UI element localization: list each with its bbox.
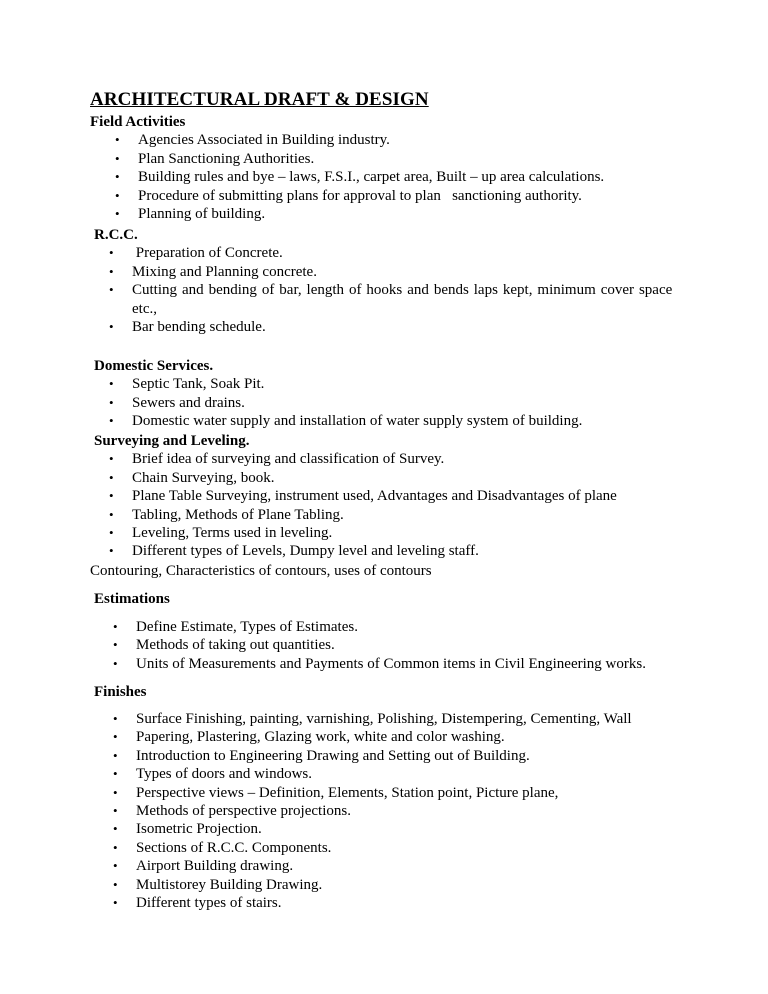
bullet-icon: • [109,488,114,504]
bullet-icon: • [113,747,118,763]
list-item: • Units of Measurements and Payments of Common items in Civil Engineering works. [113,655,646,672]
bullet-icon: • [113,839,118,855]
bullet-icon: • [113,858,118,874]
list-item: • Define Estimate, Types of Estimates. [113,619,358,635]
list-item: • Cutting and bending of bar, length of hooks and bends laps kept, minimum cover space [109,282,673,299]
list-item: • Preparation of Concrete. [109,245,283,262]
list-item: • Domestic water supply and installation of water supply system of building. [109,413,583,430]
list-item: • Methods of taking out quantities. [113,637,335,654]
estimations-list [94,618,646,673]
list-item: • Septic Tank, Soak Pit. [109,376,265,393]
bullet-icon: • [115,206,120,222]
bullet-list [94,710,632,912]
bullet-icon: • [113,766,118,782]
list-item: • Perspective views – Definition, Elements, Station point, Picture plane, [113,784,559,801]
section-heading: Domestic Services. [94,358,214,374]
list-item: • Plane Table Surveying, instrument used, Advantages and Disadvantages of plane [109,488,617,505]
bullet-icon: • [109,282,114,298]
list-item: • Procedure of submitting plans for approval to plan sanctioning authority. [115,187,582,204]
list-item: • Planning of building. [115,206,266,223]
bullet-icon: • [109,376,114,392]
section-heading: R.C.C. [94,227,138,243]
bullet-icon: • [109,319,114,335]
finishes-list [94,710,632,912]
list-item: • Brief idea of surveying and classification of Survey. [109,451,445,468]
page-title: ARCHITECTURAL DRAFT & DESIGN [90,89,429,110]
bullet-icon: • [109,451,114,467]
bullet-list [94,375,582,430]
bullet-list [94,618,646,673]
bullet-icon: • [113,729,118,745]
list-item: • Types of doors and windows. [113,766,313,783]
section-rcc [94,226,672,336]
list-item: • Bar bending schedule. [109,319,266,336]
contouring-text: Contouring, Characteristics of contours, uses of contours [90,563,432,579]
list-item: • Surface Finishing, painting, varnishing, Polishing, Distempering, Cementing, Wall [113,711,632,727]
list-item: • Plan Sanctioning Authorities. [115,150,315,167]
section-heading: Surveying and Leveling. [94,433,250,449]
bullet-icon: • [109,245,114,261]
bullet-icon: • [113,784,118,800]
bullet-icon: • [115,150,120,166]
list-item: • Sewers and drains. [109,394,245,411]
bullet-icon: • [113,619,118,634]
list-item: • Multistorey Building Drawing. [113,876,323,893]
section-field-activities [90,113,604,223]
bullet-icon: • [113,876,118,892]
list-item: • Papering, Plastering, Glazing work, white and color washing. [113,729,505,746]
bullet-list [94,450,617,560]
list-item: • Different types of Levels, Dumpy level and leveling staff. [109,543,479,560]
bullet-icon: • [109,506,114,522]
bullet-icon: • [113,711,118,726]
list-item: • Chain Surveying, book. [109,469,275,486]
list-item: • Methods of perspective projections. [113,803,351,820]
list-item: • Sections of R.C.C. Components. [113,839,332,856]
bullet-icon: • [113,821,118,837]
bullet-icon: • [109,263,114,279]
list-item: • Different types of stairs. [113,895,282,912]
bullet-icon: • [113,637,118,653]
list-item: • Building rules and bye – laws, F.S.I., carpet area, Built – up area calculations. [115,169,605,186]
bullet-icon: • [115,132,120,148]
list-item: • Introduction to Engineering Drawing and Setting out of Building. [113,747,530,764]
bullet-icon: • [115,187,120,203]
list-item: • Tabling, Methods of Plane Tabling. [109,506,344,523]
section-estimations [94,590,170,608]
list-item: • Agencies Associated in Building industry. [115,132,390,149]
bullet-icon: • [109,469,114,485]
bullet-icon: • [113,655,118,671]
bullet-icon: • [113,803,118,819]
plain-paragraph [90,562,432,580]
bullet-icon: • [113,895,118,911]
section-heading: Finishes [94,684,147,700]
list-item-continuation: etc., [132,300,157,317]
bullet-list [90,131,604,223]
section-finishes [94,683,147,701]
bullet-icon: • [109,394,114,410]
bullet-icon: • [109,543,114,559]
bullet-icon: • [115,169,120,185]
bullet-list [94,244,672,336]
list-item: • Airport Building drawing. [113,858,294,875]
bullet-icon: • [109,413,114,429]
list-item: • Leveling, Terms used in leveling. [109,525,333,542]
list-item: • Mixing and Planning concrete. [109,263,317,280]
section-surveying-leveling [94,432,617,561]
section-heading: Estimations [94,591,170,607]
section-domestic-services [94,357,582,431]
bullet-icon: • [109,525,114,541]
section-heading: Field Activities [90,114,186,130]
list-item: • Isometric Projection. [113,821,262,838]
